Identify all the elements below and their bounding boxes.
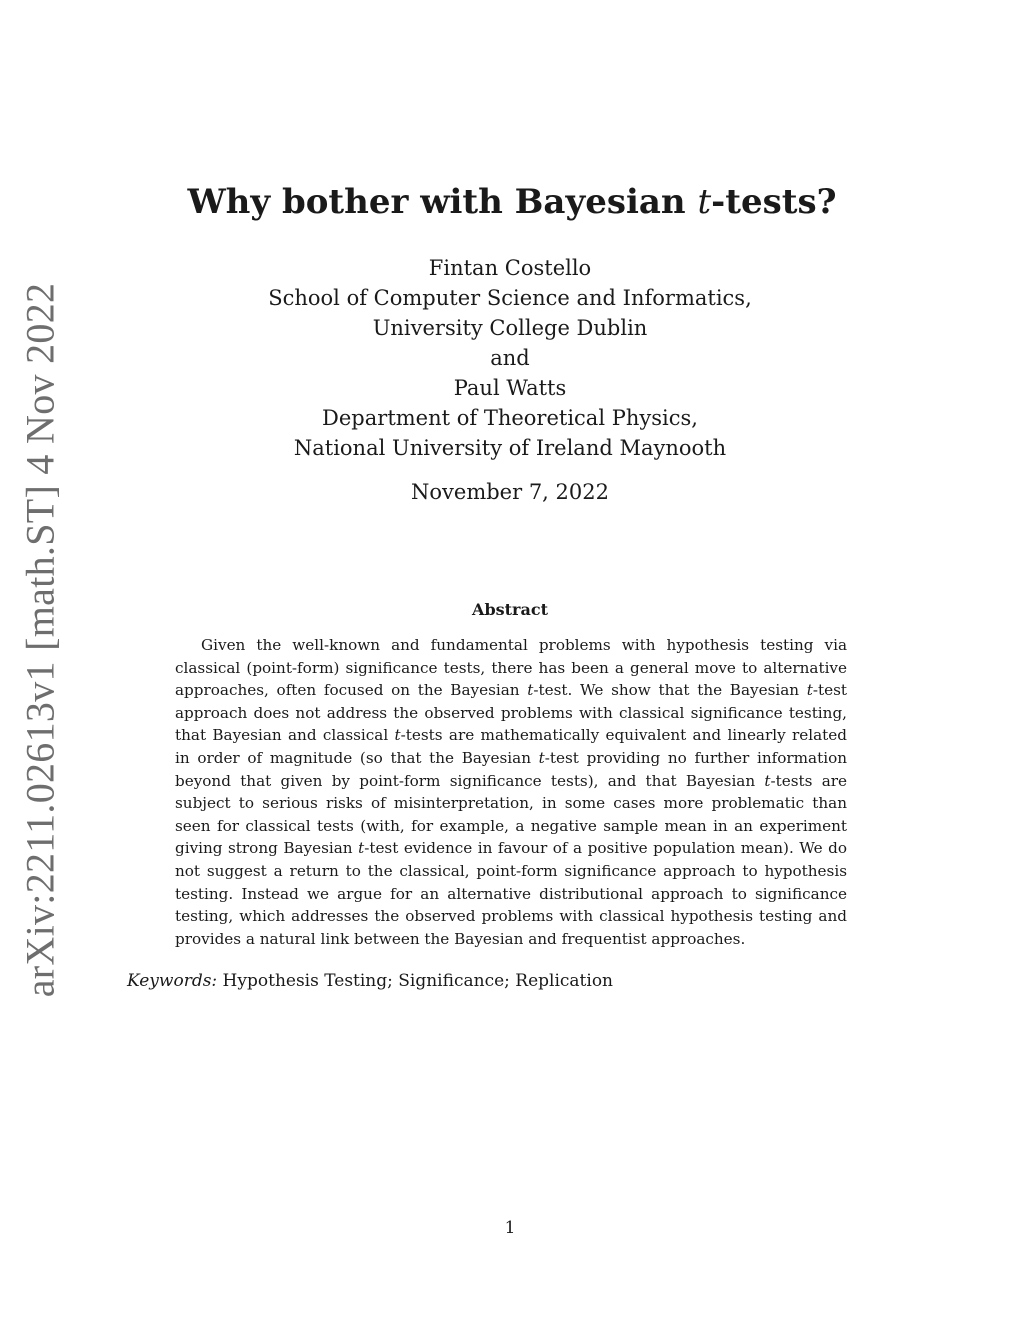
abstract-segment: -test evidence in favour of a positive population mean). We do not suggest a return to the classical, point-form significance approach to hypothesis testing. Instead we argue for an alternative distributional approach to significance testing, which addresses the observed problems with classical hypothesis testing and provides a natural link between the Bayesian and frequentist approaches. [175, 839, 847, 948]
abstract-segment: t [806, 681, 813, 700]
author-block [0, 253, 1020, 463]
keywords-label: Keywords: [127, 971, 218, 991]
abstract-body [175, 634, 847, 950]
abstract-segment: -tests are subject to serious risks of misinterpretation, in some cases more problematic than seen for classical tests (with, for example, a negative sample mean in an experiment giving strong Bayesian [175, 771, 847, 858]
title-text-before: Why bother with Bayesian [187, 182, 698, 222]
author-affiliation: School of Computer Science and Informatics, [268, 286, 752, 310]
abstract-segment: t [358, 839, 365, 858]
author-affiliation: National University of Ireland Maynooth [293, 436, 727, 460]
abstract-segment: -test. We show that the Bayesian [533, 681, 807, 700]
page-number: 1 [504, 1218, 516, 1238]
arxiv-margin-stamp: arXiv:2211.02613v1 [math.ST] 4 Nov 2022 [17, 282, 63, 998]
author-affiliation: University College Dublin [372, 316, 648, 340]
abstract-segment: -test providing no further information beyond that given by point-form significance tests), and that Bayesian [175, 748, 847, 790]
keywords-line [127, 971, 907, 991]
abstract-segment: -test approach does not address the observed problems with classical significance testing, that Bayesian and classical [175, 681, 847, 745]
abstract-segment: t [764, 771, 771, 790]
keywords-text: Hypothesis Testing; Significance; Replication [217, 971, 614, 991]
author-name: Paul Watts [453, 376, 567, 400]
abstract-segment: Given the well-known and fundamental problems with hypothesis testing via classical (point-form) significance tests, there has been a general move to alternative approaches, often focused on the Bayesian [175, 636, 847, 700]
abstract-heading: Abstract [472, 600, 548, 619]
author-name: Fintan Costello [428, 256, 592, 280]
title-text-after: -tests? [711, 182, 837, 222]
title-italic-t: t [697, 182, 712, 222]
author-affiliation: Department of Theoretical Physics, [322, 406, 698, 430]
author-conjunction: and [490, 346, 530, 370]
abstract-segment: -tests are mathematically equivalent and linearly related in order of magnitude (so that the Bayesian [175, 726, 847, 767]
abstract-segment: t [527, 681, 534, 700]
paper-date: November 7, 2022 [411, 480, 609, 504]
abstract-segment: t [394, 726, 401, 745]
abstract-segment: t [538, 748, 545, 767]
paper-title [0, 180, 1024, 224]
